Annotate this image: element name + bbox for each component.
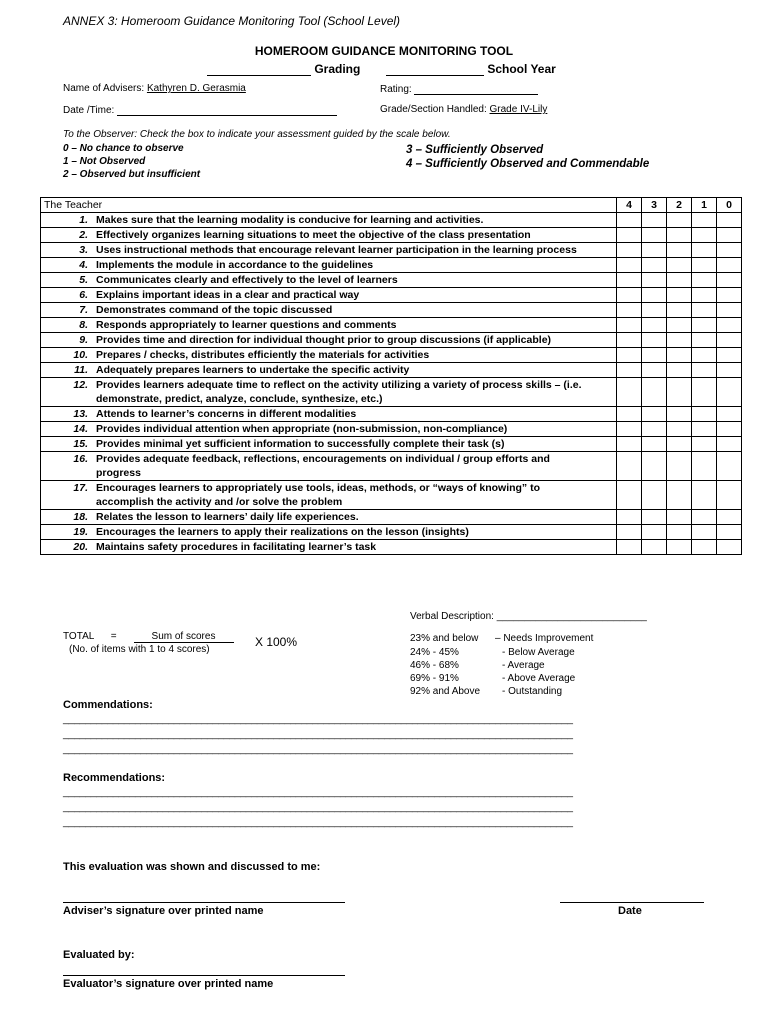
table-row: [41, 243, 742, 258]
score-checkbox-3[interactable]: [642, 437, 667, 452]
criterion-number: 7.: [79, 304, 88, 316]
school-year-blank[interactable]: [386, 75, 484, 76]
date-blank[interactable]: [117, 104, 337, 116]
adviser-signature-label: Adviser’s signature over printed name: [63, 905, 264, 917]
score-checkbox-3[interactable]: [642, 258, 667, 273]
score-checkbox-1[interactable]: [692, 407, 717, 422]
score-checkbox-3[interactable]: [642, 510, 667, 525]
criterion-cell: [41, 273, 617, 288]
scale-0: 0 – No chance to observe: [63, 143, 184, 154]
evaluator-signature-label: Evaluator’s signature over printed name: [63, 978, 274, 990]
score-checkbox-1[interactable]: [692, 258, 717, 273]
criterion-text: Implements the module in accordance to the guidelines: [96, 259, 374, 271]
score-checkbox-0[interactable]: [717, 348, 742, 363]
score-checkbox-1[interactable]: [692, 378, 717, 407]
score-checkbox-0[interactable]: [717, 525, 742, 540]
table-row: [41, 378, 742, 407]
table-header-row: [41, 198, 742, 213]
date-label: Date /Time:: [63, 105, 115, 116]
score-checkbox-1[interactable]: [692, 288, 717, 303]
score-checkbox-3[interactable]: [642, 348, 667, 363]
criterion-cell: [41, 510, 617, 525]
commendations-line[interactable]: ____________________________________________________________________________________________: [63, 743, 573, 755]
table-row: [41, 363, 742, 378]
col-2: 2: [667, 198, 692, 213]
score-checkbox-2[interactable]: [667, 510, 692, 525]
criterion-text: Makes sure that the learning modality is conducive for learning and activities.: [96, 214, 484, 226]
score-checkbox-4[interactable]: [617, 258, 642, 273]
score-checkbox-0[interactable]: [717, 407, 742, 422]
rating-label: Rating:: [380, 84, 412, 95]
criterion-number: 3.: [79, 244, 88, 256]
commendations-line[interactable]: ____________________________________________________________________________________________: [63, 713, 573, 725]
table-row: [41, 303, 742, 318]
grade-field: [380, 104, 547, 115]
score-checkbox-3[interactable]: [642, 452, 667, 481]
score-checkbox-4[interactable]: [617, 422, 642, 437]
criterion-cell: [41, 213, 617, 228]
score-checkbox-1[interactable]: [692, 452, 717, 481]
score-checkbox-2[interactable]: [667, 540, 692, 555]
score-checkbox-2[interactable]: [667, 333, 692, 348]
score-checkbox-4[interactable]: [617, 228, 642, 243]
criterion-cell: [41, 243, 617, 258]
criterion-number: 1.: [79, 214, 88, 226]
score-checkbox-0[interactable]: [717, 318, 742, 333]
col-1: 1: [692, 198, 717, 213]
score-checkbox-0[interactable]: [717, 303, 742, 318]
score-checkbox-1[interactable]: [692, 333, 717, 348]
score-checkbox-4[interactable]: [617, 303, 642, 318]
legend-row: 24% - 45% - Below Average: [410, 647, 575, 658]
criterion-number: 15.: [73, 438, 88, 450]
score-checkbox-4[interactable]: [617, 243, 642, 258]
score-checkbox-1[interactable]: [692, 363, 717, 378]
criterion-cell: [41, 228, 617, 243]
observer-note: To the Observer: Check the box to indicate your assessment guided by the scale below.: [63, 129, 451, 140]
score-checkbox-1[interactable]: [692, 303, 717, 318]
score-checkbox-2[interactable]: [667, 213, 692, 228]
scale-2: 2 – Observed but insufficient: [63, 169, 201, 180]
table-row: [41, 437, 742, 452]
score-checkbox-4[interactable]: [617, 273, 642, 288]
criterion-cell: [41, 303, 617, 318]
criterion-text: Responds appropriately to learner questions and comments: [96, 319, 397, 331]
score-checkbox-2[interactable]: [667, 303, 692, 318]
grading-blank[interactable]: [207, 75, 311, 76]
criterion-text: Effectively organizes learning situations to meet the objective of the class presentation: [96, 229, 531, 241]
criterion-text: Provides minimal yet sufficient information to successfully complete their task (s): [96, 438, 505, 450]
criterion-number: 13.: [73, 408, 88, 420]
criterion-number: 5.: [79, 274, 88, 286]
criterion-number: 9.: [79, 334, 88, 346]
criterion-text: Adequately prepares learners to undertake the specific activity: [96, 364, 410, 376]
recommendations-label: Recommendations:: [63, 772, 166, 784]
table-row: [41, 348, 742, 363]
score-checkbox-2[interactable]: [667, 288, 692, 303]
score-checkbox-2[interactable]: [667, 363, 692, 378]
score-checkbox-0[interactable]: [717, 481, 742, 510]
score-checkbox-4[interactable]: [617, 437, 642, 452]
score-checkbox-1[interactable]: [692, 510, 717, 525]
grade-value[interactable]: Grade IV-Lily: [489, 104, 548, 115]
school-year-label: School Year: [487, 62, 556, 76]
table-row: [41, 213, 742, 228]
table-row: [41, 228, 742, 243]
score-checkbox-0[interactable]: [717, 378, 742, 407]
total-label: TOTAL: [63, 631, 94, 642]
numerator: Sum of scores: [134, 631, 234, 643]
score-checkbox-0[interactable]: [717, 258, 742, 273]
score-checkbox-1[interactable]: [692, 243, 717, 258]
score-checkbox-2[interactable]: [667, 481, 692, 510]
table-row: [41, 422, 742, 437]
criterion-cell: [41, 525, 617, 540]
score-checkbox-4[interactable]: [617, 288, 642, 303]
legend-row: 69% - 91% - Above Average: [410, 673, 576, 684]
score-checkbox-2[interactable]: [667, 407, 692, 422]
table-row: [41, 273, 742, 288]
grading-label: Grading: [314, 62, 361, 76]
score-checkbox-0[interactable]: [717, 243, 742, 258]
table-row: [41, 288, 742, 303]
multiplier: X 100%: [255, 635, 298, 649]
verbal-description: Verbal Description: ___________________________: [410, 611, 647, 622]
criterion-text: Relates the lesson to learners’ daily life experiences.: [96, 511, 359, 523]
score-checkbox-1[interactable]: [692, 348, 717, 363]
score-checkbox-4[interactable]: [617, 318, 642, 333]
col-0: 0: [717, 198, 742, 213]
score-checkbox-4[interactable]: [617, 481, 642, 510]
criterion-cell: [41, 437, 617, 452]
rating-blank[interactable]: [414, 83, 538, 95]
commendations-line[interactable]: ____________________________________________________________________________________________: [63, 728, 573, 740]
score-checkbox-1[interactable]: [692, 213, 717, 228]
score-checkbox-0[interactable]: [717, 333, 742, 348]
score-checkbox-4[interactable]: [617, 363, 642, 378]
legend-row: 46% - 68% - Average: [410, 660, 545, 671]
score-checkbox-0[interactable]: [717, 510, 742, 525]
score-checkbox-3[interactable]: [642, 540, 667, 555]
score-checkbox-0[interactable]: [717, 422, 742, 437]
legend-row: 92% and Above - Outstanding: [410, 686, 563, 697]
score-checkbox-1[interactable]: [692, 318, 717, 333]
score-checkbox-3[interactable]: [642, 318, 667, 333]
equals-sign: =: [110, 631, 117, 642]
score-checkbox-4[interactable]: [617, 407, 642, 422]
commendations-label: Commendations:: [63, 699, 153, 711]
criterion-cell: [41, 333, 617, 348]
criterion-text: Encourages the learners to apply their realizations on the lesson (insights): [96, 526, 469, 538]
criterion-number: 19.: [73, 526, 88, 538]
score-checkbox-3[interactable]: [642, 333, 667, 348]
score-checkbox-3[interactable]: [642, 303, 667, 318]
score-checkbox-0[interactable]: [717, 213, 742, 228]
criterion-number: 14.: [73, 423, 88, 435]
criterion-text: Uses instructional methods that encourage relevant learner participation in the learning process: [96, 244, 577, 256]
score-checkbox-3[interactable]: [642, 378, 667, 407]
score-checkbox-1[interactable]: [692, 273, 717, 288]
date-signature-line[interactable]: [560, 902, 704, 903]
criterion-text: Prepares / checks, distributes efficiently the materials for activities: [96, 349, 430, 361]
score-checkbox-3[interactable]: [642, 228, 667, 243]
advisers-value[interactable]: Kathyren D. Gerasmia: [146, 83, 246, 94]
criterion-cell: [41, 258, 617, 273]
score-checkbox-2[interactable]: [667, 243, 692, 258]
criterion-cell: [41, 540, 617, 555]
score-checkbox-4[interactable]: [617, 333, 642, 348]
criterion-cell: [41, 288, 617, 303]
score-checkbox-4[interactable]: [617, 378, 642, 407]
criterion-number: 2.: [79, 229, 88, 241]
score-checkbox-1[interactable]: [692, 228, 717, 243]
shown-label: This evaluation was shown and discussed to me:: [63, 861, 321, 873]
legend-row: 23% and below – Needs Improvement: [410, 633, 594, 644]
date-signature-label: Date: [618, 905, 642, 917]
score-checkbox-2[interactable]: [667, 273, 692, 288]
score-checkbox-3[interactable]: [642, 213, 667, 228]
criterion-cell: [41, 452, 617, 481]
criterion-number: 12.: [73, 379, 88, 391]
criterion-number: 16.: [73, 453, 88, 465]
score-checkbox-2[interactable]: [667, 228, 692, 243]
rating-field: [380, 83, 538, 95]
score-checkbox-0[interactable]: [717, 452, 742, 481]
score-checkbox-0[interactable]: [717, 437, 742, 452]
recommendations-line[interactable]: ____________________________________________________________________________________________: [63, 786, 573, 798]
score-checkbox-3[interactable]: [642, 288, 667, 303]
score-checkbox-4[interactable]: [617, 348, 642, 363]
criterion-text: Provides time and direction for individual thought prior to group discussions (if applicable): [96, 334, 552, 346]
score-checkbox-4[interactable]: [617, 525, 642, 540]
criterion-cell: [41, 318, 617, 333]
score-checkbox-0[interactable]: [717, 288, 742, 303]
criterion-number: 8.: [79, 319, 88, 331]
table-row: [41, 540, 742, 555]
criterion-text: Provides individual attention when appropriate (non-submission, non-compliance): [96, 423, 508, 435]
score-checkbox-3[interactable]: [642, 363, 667, 378]
score-checkbox-2[interactable]: [667, 378, 692, 407]
criterion-text: Encourages learners to appropriately use tools, ideas, methods, or “ways of knowing” to accomplish the activity and /or solve the problem: [96, 482, 541, 508]
score-checkbox-4[interactable]: [617, 213, 642, 228]
evaluator-signature-line[interactable]: [63, 975, 345, 976]
date-field: [63, 104, 337, 116]
grade-label: Grade/Section Handled:: [380, 104, 487, 115]
grading-field: [207, 62, 360, 76]
table-row: [41, 318, 742, 333]
criterion-text: Attends to learner’s concerns in different modalities: [96, 408, 357, 420]
score-checkbox-3[interactable]: [642, 407, 667, 422]
criterion-number: 10.: [73, 349, 88, 361]
score-checkbox-1[interactable]: [692, 437, 717, 452]
recommendations-line[interactable]: ____________________________________________________________________________________________: [63, 816, 573, 828]
table-header-label: The Teacher: [41, 198, 617, 213]
score-checkbox-1[interactable]: [692, 525, 717, 540]
score-checkbox-0[interactable]: [717, 363, 742, 378]
criteria-table: [40, 197, 742, 555]
recommendations-line[interactable]: ____________________________________________________________________________________________: [63, 801, 573, 813]
criterion-number: 18.: [73, 511, 88, 523]
adviser-signature-line[interactable]: [63, 902, 345, 903]
scale-4: 4 – Sufficiently Observed and Commendable: [406, 158, 650, 170]
criterion-cell: [41, 348, 617, 363]
score-checkbox-0[interactable]: [717, 540, 742, 555]
table-row: [41, 333, 742, 348]
score-checkbox-2[interactable]: [667, 452, 692, 481]
table-row: [41, 510, 742, 525]
criterion-number: 6.: [79, 289, 88, 301]
criterion-text: Provides adequate feedback, reflections, encouragements on individual / group efforts and progress: [96, 453, 550, 479]
score-checkbox-3[interactable]: [642, 422, 667, 437]
criterion-number: 11.: [74, 364, 88, 376]
document-title: HOMEROOM GUIDANCE MONITORING TOOL: [254, 44, 514, 58]
score-checkbox-0[interactable]: [717, 228, 742, 243]
advisers-label: Name of Advisers:: [63, 83, 145, 94]
score-checkbox-4[interactable]: [617, 510, 642, 525]
school-year-field: [386, 62, 556, 76]
col-3: 3: [642, 198, 667, 213]
criterion-text: Explains important ideas in a clear and practical way: [96, 289, 360, 301]
score-checkbox-2[interactable]: [667, 437, 692, 452]
score-checkbox-2[interactable]: [667, 525, 692, 540]
denominator: (No. of items with 1 to 4 scores): [69, 644, 210, 655]
criterion-number: 4.: [79, 259, 88, 271]
total-formula: [63, 631, 234, 655]
criterion-cell: [41, 407, 617, 422]
score-checkbox-3[interactable]: [642, 273, 667, 288]
score-checkbox-1[interactable]: [692, 481, 717, 510]
score-checkbox-3[interactable]: [642, 243, 667, 258]
criterion-text: Provides learners adequate time to reflect on the activity utilizing a variety of process skills – (i.e. demonstrate, predict, analyze, conclude, synthesize, etc.): [96, 379, 582, 405]
score-checkbox-1[interactable]: [692, 422, 717, 437]
advisers-field: [63, 83, 246, 94]
score-checkbox-1[interactable]: [692, 540, 717, 555]
score-checkbox-3[interactable]: [642, 481, 667, 510]
score-checkbox-0[interactable]: [717, 273, 742, 288]
score-checkbox-2[interactable]: [667, 258, 692, 273]
table-row: [41, 481, 742, 510]
criterion-number: 20.: [73, 541, 88, 553]
criterion-cell: [41, 481, 617, 510]
table-row: [41, 452, 742, 481]
criterion-text: Communicates clearly and effectively to the level of learners: [96, 274, 398, 286]
table-row: [41, 258, 742, 273]
criterion-cell: [41, 363, 617, 378]
scale-1: 1 – Not Observed: [63, 156, 146, 167]
criterion-text: Maintains safety procedures in facilitating learner’s task: [96, 541, 377, 553]
score-checkbox-4[interactable]: [617, 540, 642, 555]
scale-3: 3 – Sufficiently Observed: [406, 144, 544, 156]
annex-label: ANNEX 3: Homeroom Guidance Monitoring Tool (School Level): [63, 14, 401, 28]
score-checkbox-2[interactable]: [667, 348, 692, 363]
table-row: [41, 407, 742, 422]
score-checkbox-2[interactable]: [667, 318, 692, 333]
score-checkbox-4[interactable]: [617, 452, 642, 481]
evaluated-by-label: Evaluated by:: [63, 949, 135, 961]
score-checkbox-2[interactable]: [667, 422, 692, 437]
criterion-number: 17.: [73, 482, 88, 494]
criterion-cell: [41, 378, 617, 407]
col-4: 4: [617, 198, 642, 213]
table-row: [41, 525, 742, 540]
criterion-cell: [41, 422, 617, 437]
score-checkbox-3[interactable]: [642, 525, 667, 540]
criterion-text: Demonstrates command of the topic discussed: [96, 304, 333, 316]
